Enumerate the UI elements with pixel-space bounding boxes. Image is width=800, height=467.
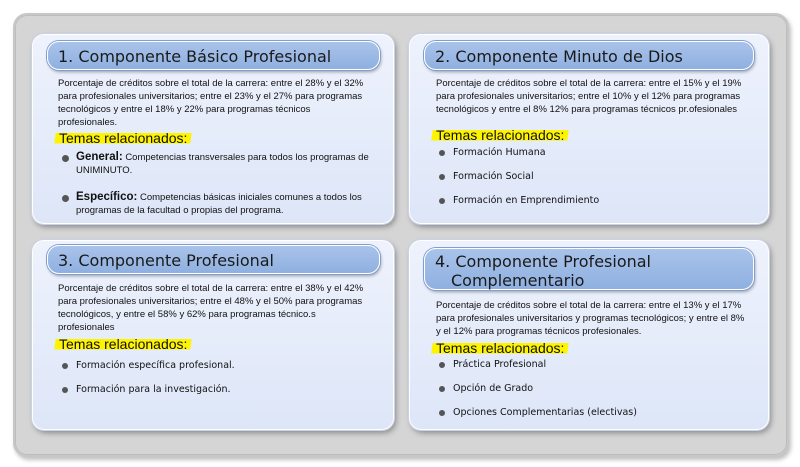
bullet-icon <box>439 150 445 156</box>
bullet-icon <box>62 155 69 162</box>
list-item <box>62 359 362 372</box>
temas-relacionados-label: Temas relacionados: <box>54 336 193 352</box>
card-title-line2: Complementario <box>451 271 585 290</box>
card-title-line1: 4. Componente Profesional <box>435 252 651 271</box>
list-item <box>439 382 739 395</box>
bullet-icon <box>439 410 445 416</box>
list-item <box>62 151 377 177</box>
bullet-icon <box>439 198 445 204</box>
card-title: 2. Componente Minuto de Dios <box>424 41 754 70</box>
card-description: Porcentaje de créditos sobre el total de la carrera: entre el 28% y el 32% para profesionales universitarios; entre el 23% y el 27% para programas tecnológicos y entre el 18% y 22% para programas técnicos profesionales. <box>58 78 364 128</box>
item-text: Formación específica profesional. <box>76 360 235 371</box>
bullet-icon <box>62 363 68 369</box>
item-text: Formación para la investigación. <box>76 384 231 395</box>
card-title <box>424 248 754 290</box>
list-item <box>439 358 739 371</box>
list-item <box>439 170 739 183</box>
item-text: Opciones Complementarias (electivas) <box>453 407 637 418</box>
item-lead: Específico: <box>76 191 138 203</box>
card-description: Porcentaje de créditos sobre el total de la carrera: entre el 15% y el 19% para profesionales universitarios; entre el 10% y el 12% para programas tecnológicos y entre el 8% 12% para programas técnicos pr.ofesionales <box>436 78 742 115</box>
list-item <box>62 383 362 396</box>
temas-list <box>62 151 377 217</box>
item-text: Formación Humana <box>453 147 546 158</box>
temas-list <box>62 359 362 396</box>
item-text: Formación Social <box>453 171 534 182</box>
bullet-icon <box>439 174 445 180</box>
list-item <box>439 194 739 207</box>
bullet-icon <box>62 387 68 393</box>
card-description: Porcentaje de créditos sobre el total de la carrera: entre el 38% y el 42% para profesionales universitarios; entre el 48% y el 50% para programas tecnológicos, y entre el 58% y 62% para programas técnico.s profesionales <box>58 283 364 333</box>
temas-relacionados-label: Temas relacionados: <box>431 127 570 143</box>
temas-list <box>439 146 739 207</box>
card-description: Porcentaje de créditos sobre el total de la carrera: entre el 13% y el 17% para profesionales universitarios y programas tecnológicos; y entre el 8% y el 12% para programas técnicos profesionales. <box>436 300 745 337</box>
item-text: Competencias transversales para todos los programas de UNIMINUTO. <box>76 152 369 176</box>
list-item <box>439 146 739 159</box>
item-text: Opción de Grado <box>453 383 534 394</box>
item-text: Práctica Profesional <box>453 359 547 370</box>
card-title: 3. Componente Profesional <box>47 245 380 274</box>
item-lead: General: <box>76 151 123 163</box>
temas-relacionados-label: Temas relacionados: <box>431 340 570 356</box>
item-text: Competencias básicas iniciales comunes a todos los programas de la facultad o propias del programa. <box>76 192 362 216</box>
temas-list <box>439 358 739 419</box>
list-item <box>439 406 739 419</box>
card-title: 1. Componente Básico Profesional <box>47 41 380 70</box>
bullet-icon <box>62 195 69 202</box>
bullet-icon <box>439 386 445 392</box>
bullet-icon <box>439 362 445 368</box>
item-text: Formación en Emprendimiento <box>453 195 600 206</box>
list-item <box>62 191 377 217</box>
temas-relacionados-label: Temas relacionados: <box>54 130 193 146</box>
